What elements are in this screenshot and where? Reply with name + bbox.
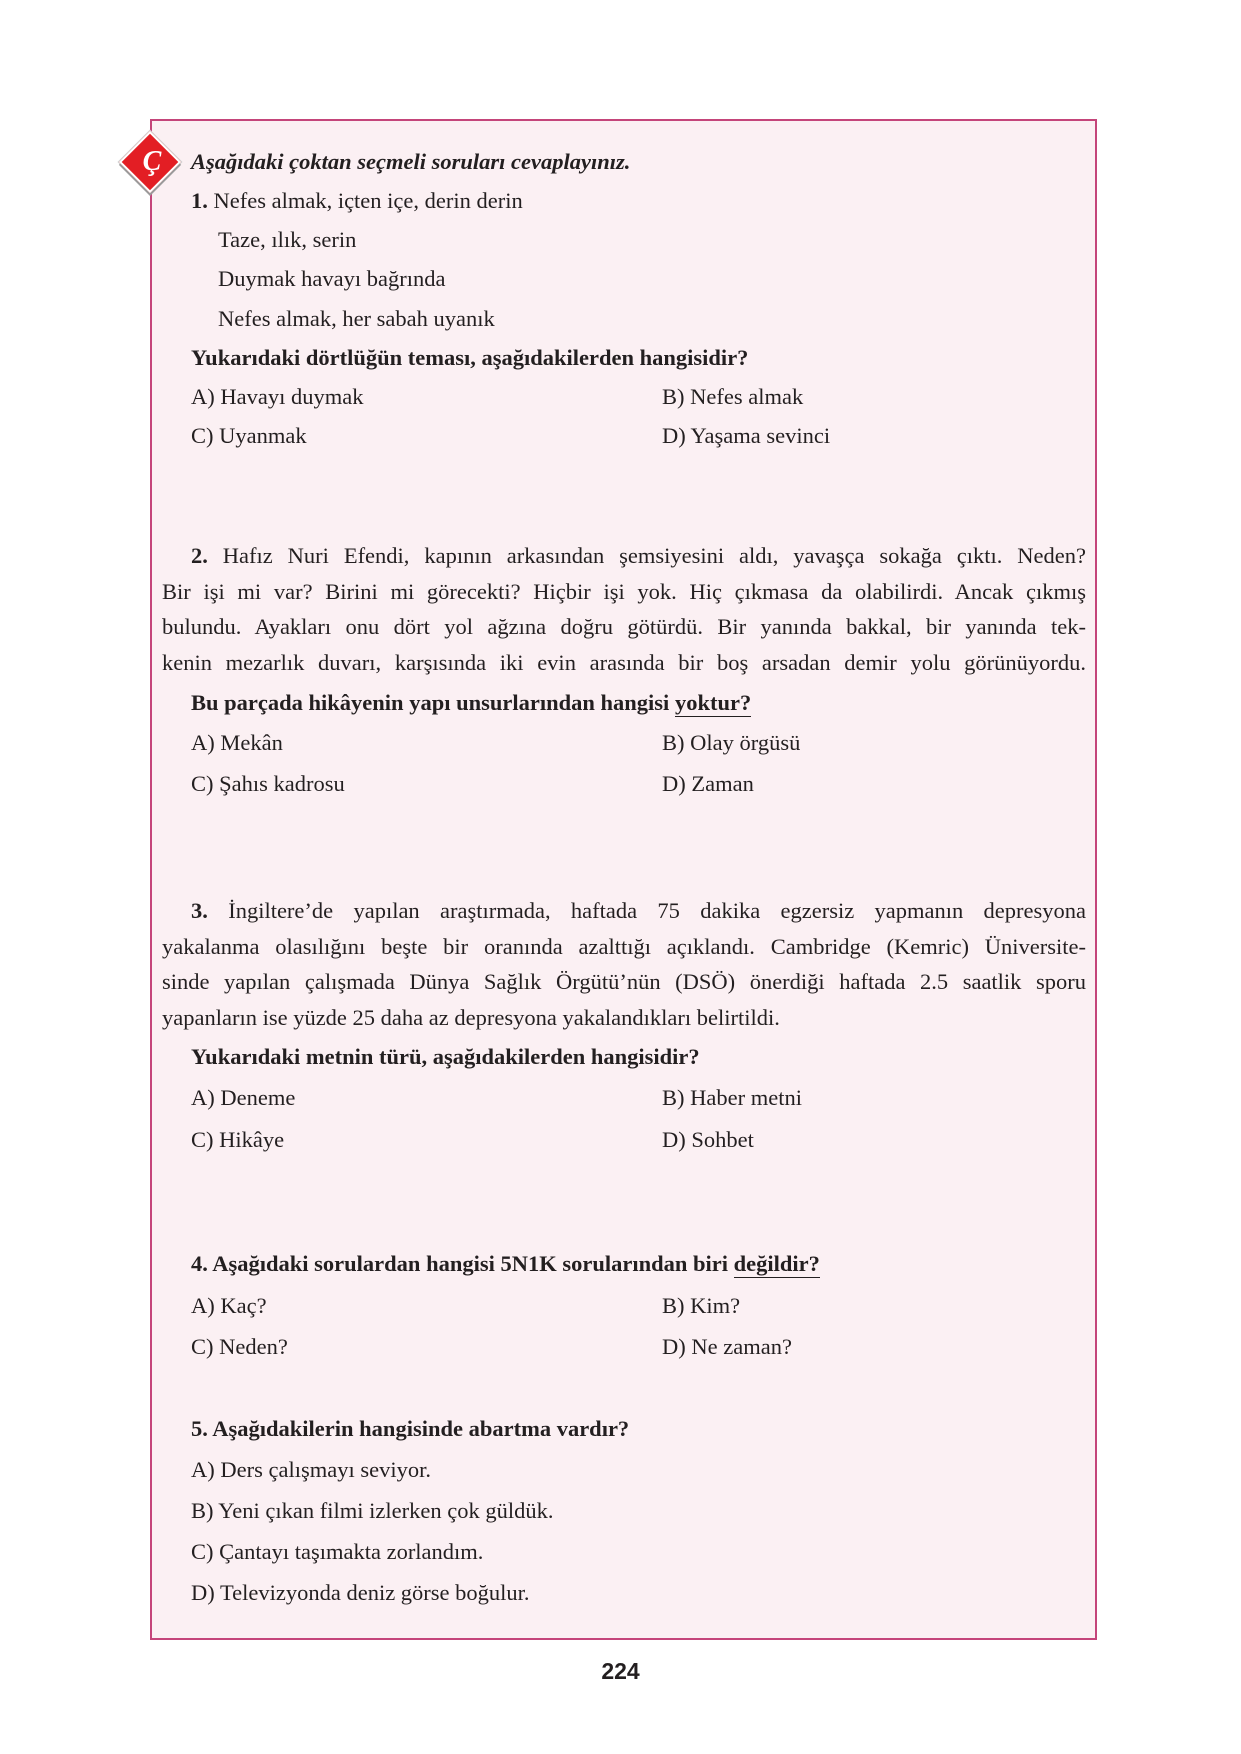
question-2-prompt: Bu parçada hikâyenin yapı unsurlarından hangisi yoktur? xyxy=(191,690,752,715)
question-5-prompt: 5. Aşağıdakilerin hangisinde abartma vardır? xyxy=(191,1416,630,1441)
question-5-option-a[interactable]: A) Ders çalışmayı seviyor. xyxy=(191,1457,431,1482)
question-2-passage-line-1: 2. Hafız Nuri Efendi, kapının arkasından şemsiyesini aldı, yavaşça sokağa çıktı. Neden? xyxy=(191,543,1087,568)
question-2-option-a[interactable]: A) Mekân xyxy=(191,730,283,755)
question-5-option-d[interactable]: D) Televizyonda deniz görse boğulur. xyxy=(191,1580,530,1605)
question-3-option-a[interactable]: A) Deneme xyxy=(191,1085,296,1110)
question-1-poem-line-4: Nefes almak, her sabah uyanık xyxy=(218,306,495,331)
question-3-passage-line-2: yakalanma olasılığını beşte bir oranında azalttığı açıklandı. Cambridge (Kemric) Üniversite- xyxy=(162,933,1086,959)
question-3-option-c[interactable]: C) Hikâye xyxy=(191,1127,285,1152)
question-1-option-a[interactable]: A) Havayı duymak xyxy=(191,384,364,409)
question-4-option-d[interactable]: D) Ne zaman? xyxy=(662,1334,792,1359)
question-2-passage-line-4: kenin mezarlık duvarı, karşısında iki evin arasında bir boş arsadan demir yolu görünüyordu. xyxy=(162,649,1086,675)
question-4-option-a[interactable]: A) Kaç? xyxy=(191,1293,267,1318)
question-4-prompt-emphasis: değildir? xyxy=(733,1251,820,1276)
question-2-prompt-emphasis: yoktur? xyxy=(674,690,752,715)
question-2-option-b[interactable]: B) Olay örgüsü xyxy=(662,730,801,755)
question-3-option-d[interactable]: D) Sohbet xyxy=(662,1127,754,1152)
question-1-prompt: Yukarıdaki dörtlüğün teması, aşağıdakilerden hangisidir? xyxy=(191,345,749,370)
question-2-passage-line-3: bulundu. Ayakları onu dört yol ağzına doğru götürdü. Bir yanında bakkal, bir yanında tek- xyxy=(162,614,1086,639)
page-number: 224 xyxy=(601,1658,640,1684)
question-5-option-b[interactable]: B) Yeni çıkan filmi izlerken çok güldük. xyxy=(191,1498,554,1523)
question-2-passage-line-2: Bir işi mi var? Birini mi görecekti? Hiçbir işi yok. Hiç çıkmasa da olabilirdi. Ancak çıkmış xyxy=(162,578,1086,604)
question-2-passage xyxy=(162,538,1086,680)
instruction-heading: Aşağıdaki çoktan seçmeli soruları cevaplayınız. xyxy=(191,149,631,174)
question-3-prompt: Yukarıdaki metnin türü, aşağıdakilerden hangisidir? xyxy=(191,1044,700,1069)
question-3-option-b[interactable]: B) Haber metni xyxy=(662,1085,802,1110)
question-3-passage-line-4: yapanların ise yüzde 25 daha az depresyona yakalandıkları belirtildi. xyxy=(162,1004,780,1030)
section-badge-letter: Ç xyxy=(142,146,162,177)
question-2-option-d[interactable]: D) Zaman xyxy=(662,771,754,796)
question-3-passage xyxy=(162,893,1086,1035)
question-4-option-b[interactable]: B) Kim? xyxy=(662,1293,741,1318)
question-1-option-c[interactable]: C) Uyanmak xyxy=(191,423,307,448)
question-4-prompt: 4. Aşağıdaki sorulardan hangisi 5N1K sorularından biri değildir? xyxy=(191,1251,820,1276)
question-3-passage-line-1: 3. İngiltere’de yapılan araştırmada, haftada 75 dakika egzersiz yapmanın depresyona xyxy=(191,898,1087,923)
question-1-option-b[interactable]: B) Nefes almak xyxy=(662,384,804,409)
question-1-poem-line-3: Duymak havayı bağrında xyxy=(218,266,446,291)
question-1-poem-line-2: Taze, ılık, serin xyxy=(218,227,357,252)
question-3-passage-line-3: sinde yapılan çalışmada Dünya Sağlık Örgütü’nün (DSÖ) önerdiği haftada 2.5 saatlik sporu xyxy=(162,969,1086,994)
question-2-option-c[interactable]: C) Şahıs kadrosu xyxy=(191,771,345,796)
question-5-option-c[interactable]: C) Çantayı taşımakta zorlandım. xyxy=(191,1539,484,1564)
question-4-option-c[interactable]: C) Neden? xyxy=(191,1334,288,1359)
question-1-line-1: 1. Nefes almak, içten içe, derin derin xyxy=(191,188,523,213)
question-1-option-d[interactable]: D) Yaşama sevinci xyxy=(662,423,831,448)
